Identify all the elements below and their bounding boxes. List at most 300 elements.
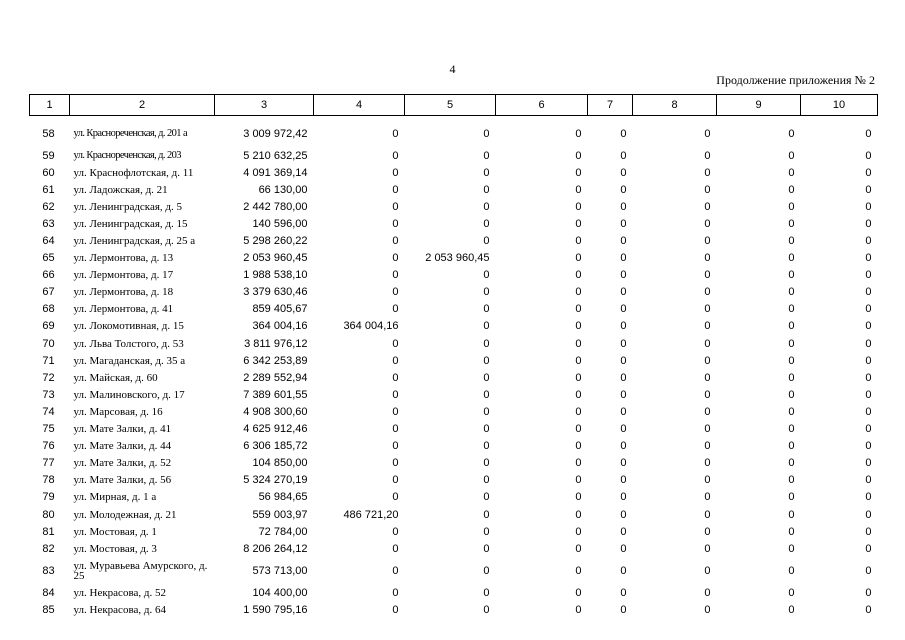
total-amount: 4 908 300,60 xyxy=(243,405,308,418)
address: ул. Муравьева Амурского, д. 25 xyxy=(73,559,208,582)
column-header-10: 10 xyxy=(801,95,878,116)
data-table xyxy=(29,94,878,618)
amount-col-10: 0 xyxy=(865,217,872,230)
amount-col-7: 0 xyxy=(620,474,627,487)
amount-col-6: 0 xyxy=(575,166,582,179)
amount-col-8: 0 xyxy=(704,217,711,230)
amount-col-10: 0 xyxy=(865,354,872,367)
row-number: 61 xyxy=(42,183,55,196)
row-number: 79 xyxy=(42,491,55,504)
amount-col-9: 0 xyxy=(788,405,795,418)
total-amount: 2 289 552,94 xyxy=(243,371,308,384)
amount-col-9: 0 xyxy=(788,474,795,487)
amount-col-10: 0 xyxy=(865,423,872,436)
amount-col-6: 0 xyxy=(575,542,582,555)
table-row xyxy=(30,489,878,506)
amount-col-6: 0 xyxy=(575,508,582,521)
address: ул. Лермонтова, д. 18 xyxy=(73,286,174,299)
amount-col-7: 0 xyxy=(620,252,627,265)
total-amount: 5 210 632,25 xyxy=(243,149,308,162)
row-number: 76 xyxy=(42,440,55,453)
amount-col-8: 0 xyxy=(704,286,711,299)
total-amount: 2 442 780,00 xyxy=(243,200,308,213)
amount-col-4: 486 721,20 xyxy=(343,508,399,521)
total-amount: 7 389 601,55 xyxy=(243,388,308,401)
total-amount: 2 053 960,45 xyxy=(243,252,308,265)
column-header-1: 1 xyxy=(30,95,70,116)
amount-col-5: 0 xyxy=(483,457,490,470)
amount-col-7: 0 xyxy=(620,149,627,162)
total-amount: 66 130,00 xyxy=(258,183,308,196)
amount-col-5: 0 xyxy=(483,320,490,333)
total-amount: 56 984,65 xyxy=(258,491,308,504)
amount-col-4: 0 xyxy=(392,525,399,538)
amount-col-7: 0 xyxy=(620,166,627,179)
address: ул. Марсовая, д. 16 xyxy=(73,405,163,418)
amount-col-9: 0 xyxy=(788,491,795,504)
amount-col-5: 0 xyxy=(483,371,490,384)
amount-col-10: 0 xyxy=(865,337,872,350)
amount-col-8: 0 xyxy=(704,371,711,384)
amount-col-8: 0 xyxy=(704,149,711,162)
amount-col-9: 0 xyxy=(788,354,795,367)
address: ул. Лермонтова, д. 17 xyxy=(73,269,174,282)
address: ул. Ленинградская, д. 25 а xyxy=(73,235,196,248)
amount-col-10: 0 xyxy=(865,525,872,538)
amount-col-7: 0 xyxy=(620,388,627,401)
row-number: 77 xyxy=(42,457,55,470)
amount-col-4: 0 xyxy=(392,286,399,299)
column-header-2: 2 xyxy=(70,95,215,116)
amount-col-9: 0 xyxy=(788,337,795,350)
row-number: 69 xyxy=(42,320,55,333)
amount-col-9: 0 xyxy=(788,200,795,213)
amount-col-7: 0 xyxy=(620,217,627,230)
amount-col-8: 0 xyxy=(704,388,711,401)
amount-col-9: 0 xyxy=(788,217,795,230)
amount-col-6: 0 xyxy=(575,525,582,538)
table-row xyxy=(30,318,878,335)
table-row xyxy=(30,601,878,618)
amount-col-10: 0 xyxy=(865,183,872,196)
total-amount: 6 306 185,72 xyxy=(243,440,308,453)
amount-col-10: 0 xyxy=(865,371,872,384)
amount-col-10: 0 xyxy=(865,252,872,265)
table-row xyxy=(30,181,878,198)
amount-col-9: 0 xyxy=(788,388,795,401)
table-row xyxy=(30,557,878,584)
column-header-5: 5 xyxy=(405,95,496,116)
amount-col-8: 0 xyxy=(704,252,711,265)
total-amount: 3 009 972,42 xyxy=(243,127,308,140)
amount-col-5: 0 xyxy=(483,525,490,538)
header-row xyxy=(30,95,878,116)
amount-col-9: 0 xyxy=(788,269,795,282)
amount-col-9: 0 xyxy=(788,166,795,179)
total-amount: 1 988 538,10 xyxy=(243,269,308,282)
amount-col-5: 0 xyxy=(483,474,490,487)
amount-col-10: 0 xyxy=(865,388,872,401)
appendix-caption: Продолжение приложения № 2 xyxy=(716,73,875,87)
amount-col-10: 0 xyxy=(865,564,872,577)
address: ул. Магаданская, д. 35 а xyxy=(73,354,186,367)
column-header-8: 8 xyxy=(633,95,717,116)
row-number: 74 xyxy=(42,405,55,418)
table-row xyxy=(30,250,878,267)
amount-col-9: 0 xyxy=(788,525,795,538)
amount-col-4: 0 xyxy=(392,603,399,616)
total-amount: 3 811 976,12 xyxy=(244,337,308,350)
amount-col-8: 0 xyxy=(704,269,711,282)
amount-col-6: 0 xyxy=(575,217,582,230)
amount-col-4: 0 xyxy=(392,586,399,599)
amount-col-9: 0 xyxy=(788,457,795,470)
amount-col-4: 0 xyxy=(392,542,399,555)
amount-col-10: 0 xyxy=(865,269,872,282)
amount-col-7: 0 xyxy=(620,200,627,213)
total-amount: 4 091 369,14 xyxy=(243,166,308,179)
amount-col-6: 0 xyxy=(575,440,582,453)
amount-col-4: 0 xyxy=(392,354,399,367)
amount-col-5: 0 xyxy=(483,603,490,616)
amount-col-5: 0 xyxy=(483,564,490,577)
total-amount: 859 405,67 xyxy=(252,303,308,316)
amount-col-4: 0 xyxy=(392,166,399,179)
amount-col-5: 0 xyxy=(483,405,490,418)
amount-col-6: 0 xyxy=(575,491,582,504)
amount-col-6: 0 xyxy=(575,474,582,487)
amount-col-7: 0 xyxy=(620,235,627,248)
row-number: 59 xyxy=(42,149,55,162)
amount-col-8: 0 xyxy=(704,127,711,140)
row-number: 65 xyxy=(42,252,55,265)
amount-col-8: 0 xyxy=(704,200,711,213)
amount-col-6: 0 xyxy=(575,388,582,401)
amount-col-6: 0 xyxy=(575,320,582,333)
amount-col-7: 0 xyxy=(620,542,627,555)
amount-col-10: 0 xyxy=(865,457,872,470)
table-body xyxy=(30,116,878,619)
row-number: 82 xyxy=(42,542,55,555)
total-amount: 5 298 260,22 xyxy=(243,235,308,248)
amount-col-10: 0 xyxy=(865,491,872,504)
amount-col-7: 0 xyxy=(620,269,627,282)
page-number: 4 xyxy=(449,62,456,76)
row-number: 83 xyxy=(42,564,55,577)
total-amount: 3 379 630,46 xyxy=(243,286,308,299)
amount-col-4: 0 xyxy=(392,235,399,248)
table-row xyxy=(30,455,878,472)
amount-col-10: 0 xyxy=(865,149,872,162)
row-number: 73 xyxy=(42,388,55,401)
amount-col-4: 0 xyxy=(392,564,399,577)
amount-col-7: 0 xyxy=(620,320,627,333)
row-number: 64 xyxy=(42,235,55,248)
amount-col-4: 0 xyxy=(392,200,399,213)
amount-col-8: 0 xyxy=(704,525,711,538)
address: ул. Мате Залки, д. 41 xyxy=(73,423,172,436)
row-number: 78 xyxy=(42,474,55,487)
table-row xyxy=(30,335,878,352)
amount-col-6: 0 xyxy=(575,200,582,213)
total-amount: 72 784,00 xyxy=(258,525,308,538)
table-row xyxy=(30,352,878,369)
amount-col-5: 0 xyxy=(483,269,490,282)
amount-col-7: 0 xyxy=(620,525,627,538)
amount-col-4: 0 xyxy=(392,252,399,265)
amount-col-4: 0 xyxy=(392,423,399,436)
amount-col-5: 0 xyxy=(483,354,490,367)
amount-col-7: 0 xyxy=(620,508,627,521)
amount-col-4: 0 xyxy=(392,457,399,470)
address: ул. Мате Залки, д. 56 xyxy=(73,474,172,487)
amount-col-4: 0 xyxy=(392,149,399,162)
row-number: 75 xyxy=(42,423,55,436)
amount-col-10: 0 xyxy=(865,474,872,487)
amount-col-8: 0 xyxy=(704,474,711,487)
amount-col-7: 0 xyxy=(620,405,627,418)
total-amount: 1 590 795,16 xyxy=(243,603,308,616)
table-row xyxy=(30,198,878,215)
amount-col-7: 0 xyxy=(620,440,627,453)
amount-col-6: 0 xyxy=(575,235,582,248)
amount-col-4: 0 xyxy=(392,217,399,230)
amount-col-10: 0 xyxy=(865,405,872,418)
amount-col-4: 364 004,16 xyxy=(343,320,399,333)
amount-col-6: 0 xyxy=(575,586,582,599)
amount-col-9: 0 xyxy=(788,235,795,248)
amount-col-7: 0 xyxy=(620,491,627,504)
amount-col-4: 0 xyxy=(392,337,399,350)
amount-col-7: 0 xyxy=(620,303,627,316)
address: ул. Мостовая, д. 1 xyxy=(73,525,157,538)
amount-col-5: 0 xyxy=(483,149,490,162)
amount-col-9: 0 xyxy=(788,252,795,265)
total-amount: 5 324 270,19 xyxy=(243,474,308,487)
amount-col-7: 0 xyxy=(620,337,627,350)
amount-col-4: 0 xyxy=(392,269,399,282)
amount-col-9: 0 xyxy=(788,508,795,521)
total-amount: 104 850,00 xyxy=(252,457,308,470)
amount-col-8: 0 xyxy=(704,423,711,436)
amount-col-7: 0 xyxy=(620,183,627,196)
amount-col-8: 0 xyxy=(704,542,711,555)
amount-col-10: 0 xyxy=(865,440,872,453)
amount-col-8: 0 xyxy=(704,457,711,470)
amount-col-7: 0 xyxy=(620,286,627,299)
row-number: 60 xyxy=(42,166,55,179)
amount-col-10: 0 xyxy=(865,320,872,333)
amount-col-5: 0 xyxy=(483,388,490,401)
amount-col-7: 0 xyxy=(620,354,627,367)
amount-col-10: 0 xyxy=(865,542,872,555)
table-row xyxy=(30,438,878,455)
address: ул. Краснореченская, д. 203 xyxy=(73,149,181,161)
amount-col-9: 0 xyxy=(788,423,795,436)
amount-col-4: 0 xyxy=(392,474,399,487)
amount-col-6: 0 xyxy=(575,303,582,316)
table-row xyxy=(30,284,878,301)
total-amount: 140 596,00 xyxy=(252,217,308,230)
table-row xyxy=(30,369,878,386)
total-amount: 104 400,00 xyxy=(252,586,308,599)
row-number: 66 xyxy=(42,269,55,282)
address: ул. Мостовая, д. 3 xyxy=(73,542,157,555)
amount-col-9: 0 xyxy=(788,303,795,316)
amount-col-5: 0 xyxy=(483,200,490,213)
row-number: 84 xyxy=(42,586,55,599)
amount-col-10: 0 xyxy=(865,603,872,616)
amount-col-8: 0 xyxy=(704,166,711,179)
amount-col-5: 0 xyxy=(483,440,490,453)
amount-col-5: 0 xyxy=(483,586,490,599)
amount-col-9: 0 xyxy=(788,564,795,577)
row-number: 63 xyxy=(42,217,55,230)
amount-col-6: 0 xyxy=(575,564,582,577)
amount-col-9: 0 xyxy=(788,320,795,333)
amount-col-6: 0 xyxy=(575,405,582,418)
column-header-6: 6 xyxy=(496,95,588,116)
amount-col-4: 0 xyxy=(392,183,399,196)
row-number: 68 xyxy=(42,303,55,316)
amount-col-10: 0 xyxy=(865,127,872,140)
row-number: 80 xyxy=(42,508,55,521)
amount-col-5: 0 xyxy=(483,166,490,179)
amount-col-10: 0 xyxy=(865,200,872,213)
amount-col-8: 0 xyxy=(704,440,711,453)
table-row xyxy=(30,301,878,318)
amount-col-5: 0 xyxy=(483,235,490,248)
amount-col-7: 0 xyxy=(620,371,627,384)
amount-col-10: 0 xyxy=(865,508,872,521)
table-row xyxy=(30,164,878,181)
address: ул. Льва Толстого, д. 53 xyxy=(73,337,184,350)
total-amount: 364 004,16 xyxy=(252,320,308,333)
address: ул. Лермонтова, д. 41 xyxy=(73,303,174,316)
table-row xyxy=(30,386,878,403)
table-row xyxy=(30,116,878,148)
amount-col-5: 0 xyxy=(483,127,490,140)
amount-col-6: 0 xyxy=(575,457,582,470)
address: ул. Краснофлотская, д. 11 xyxy=(73,166,194,179)
amount-col-6: 0 xyxy=(575,354,582,367)
row-number: 58 xyxy=(42,127,55,140)
amount-col-5: 0 xyxy=(483,303,490,316)
address: ул. Некрасова, д. 64 xyxy=(73,603,166,616)
table-row xyxy=(30,506,878,523)
amount-col-9: 0 xyxy=(788,440,795,453)
address: ул. Малиновского, д. 17 xyxy=(73,388,185,401)
row-number: 71 xyxy=(42,354,55,367)
table-row xyxy=(30,421,878,438)
address: ул. Ленинградская, д. 5 xyxy=(73,200,183,213)
amount-col-6: 0 xyxy=(575,371,582,384)
column-header-9: 9 xyxy=(717,95,801,116)
amount-col-6: 0 xyxy=(575,286,582,299)
amount-col-5: 0 xyxy=(483,491,490,504)
address: ул. Мате Залки, д. 44 xyxy=(73,440,172,453)
amount-col-8: 0 xyxy=(704,183,711,196)
amount-col-8: 0 xyxy=(704,303,711,316)
amount-col-10: 0 xyxy=(865,166,872,179)
amount-col-6: 0 xyxy=(575,183,582,196)
row-number: 72 xyxy=(42,371,55,384)
amount-col-8: 0 xyxy=(704,586,711,599)
amount-col-9: 0 xyxy=(788,586,795,599)
table-row xyxy=(30,267,878,284)
total-amount: 559 003,97 xyxy=(252,508,308,521)
amount-col-5: 0 xyxy=(483,337,490,350)
amount-col-9: 0 xyxy=(788,127,795,140)
amount-col-6: 0 xyxy=(575,337,582,350)
address: ул. Мирная, д. 1 а xyxy=(73,491,157,504)
amount-col-5: 0 xyxy=(483,217,490,230)
total-amount: 8 206 264,12 xyxy=(243,542,308,555)
amount-col-7: 0 xyxy=(620,127,627,140)
column-header-4: 4 xyxy=(314,95,405,116)
amount-col-6: 0 xyxy=(575,269,582,282)
amount-col-5: 0 xyxy=(483,423,490,436)
table-row xyxy=(30,523,878,540)
amount-col-5: 0 xyxy=(483,542,490,555)
amount-col-6: 0 xyxy=(575,252,582,265)
amount-col-9: 0 xyxy=(788,371,795,384)
amount-col-7: 0 xyxy=(620,457,627,470)
total-amount: 6 342 253,89 xyxy=(243,354,308,367)
amount-col-8: 0 xyxy=(704,320,711,333)
amount-col-8: 0 xyxy=(704,491,711,504)
amount-col-4: 0 xyxy=(392,303,399,316)
amount-col-8: 0 xyxy=(704,405,711,418)
amount-col-9: 0 xyxy=(788,286,795,299)
amount-col-8: 0 xyxy=(704,235,711,248)
row-number: 81 xyxy=(42,525,55,538)
table-row xyxy=(30,584,878,601)
amount-col-7: 0 xyxy=(620,564,627,577)
amount-col-4: 0 xyxy=(392,371,399,384)
amount-col-6: 0 xyxy=(575,127,582,140)
amount-col-6: 0 xyxy=(575,149,582,162)
amount-col-6: 0 xyxy=(575,423,582,436)
amount-col-8: 0 xyxy=(704,337,711,350)
amount-col-10: 0 xyxy=(865,303,872,316)
table-row xyxy=(30,215,878,232)
table-row xyxy=(30,232,878,249)
amount-col-10: 0 xyxy=(865,586,872,599)
address: ул. Мате Залки, д. 52 xyxy=(73,457,172,470)
amount-col-9: 0 xyxy=(788,603,795,616)
amount-col-7: 0 xyxy=(620,423,627,436)
amount-col-9: 0 xyxy=(788,183,795,196)
address: ул. Молодежная, д. 21 xyxy=(73,508,177,521)
address: ул. Ленинградская, д. 15 xyxy=(73,217,188,230)
row-number: 70 xyxy=(42,337,55,350)
total-amount: 573 713,00 xyxy=(252,564,308,577)
table-row xyxy=(30,147,878,164)
column-header-3: 3 xyxy=(215,95,314,116)
row-number: 67 xyxy=(42,286,55,299)
column-header-7: 7 xyxy=(588,95,633,116)
amount-col-5: 0 xyxy=(483,286,490,299)
table-row xyxy=(30,540,878,557)
amount-col-10: 0 xyxy=(865,235,872,248)
amount-col-10: 0 xyxy=(865,286,872,299)
address: ул. Лермонтова, д. 13 xyxy=(73,252,174,265)
amount-col-5: 0 xyxy=(483,508,490,521)
total-amount: 4 625 912,46 xyxy=(243,423,308,436)
amount-col-4: 0 xyxy=(392,405,399,418)
address: ул. Краснореченская, д. 201 а xyxy=(73,127,188,139)
